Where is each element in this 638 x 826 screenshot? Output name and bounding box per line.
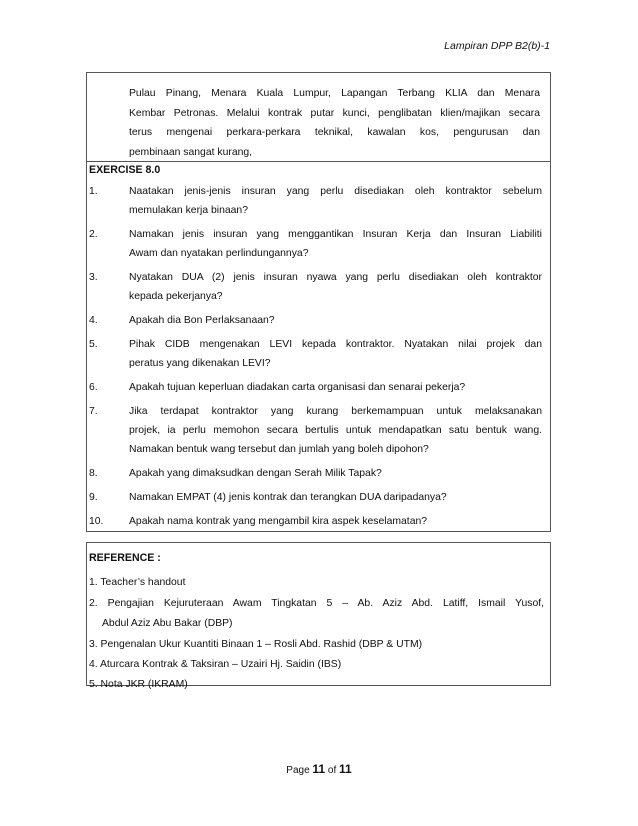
question-line: Nyatakan DUA (2) jenis insuran nyawa yang perlu disediakan oleh kontraktor [129, 272, 542, 283]
question-line: projek, ia perlu memohon secara bertulis untuk mendapatkan satu bentuk wang. [129, 425, 542, 436]
question-line: Namakan bentuk wang tersebut dan jumlah yang boleh dipohon? [129, 444, 429, 455]
divider [87, 161, 550, 162]
question-number: 3. [89, 272, 98, 283]
question-number: 2. [89, 229, 98, 240]
question-number: 8. [89, 468, 98, 479]
page-label: Page [286, 765, 310, 776]
question-number: 6. [89, 382, 98, 393]
reference-item [89, 594, 544, 634]
question-line: Apakah dia Bon Perlaksanaan? [129, 315, 275, 326]
page-footer [0, 762, 638, 776]
reference-line: 1. Teacher’s handout [89, 577, 186, 588]
question-line: Awam dan nyatakan perlindungannya? [129, 248, 309, 259]
question-line: Namakan EMPAT (4) jenis kontrak dan terangkan DUA daripadanya? [129, 492, 447, 503]
page-number: 11 [312, 762, 326, 776]
question-number: 9. [89, 492, 98, 503]
reference-item [89, 635, 544, 655]
page-header: Lampiran DPP B2(b)-1 [444, 40, 550, 52]
question-number: 7. [89, 406, 98, 417]
of-label: of [327, 765, 337, 776]
question-number: 10. [89, 516, 104, 527]
question-line: peratus yang dikenakan LEVI? [129, 358, 271, 369]
reference-item [89, 675, 544, 695]
question-number: 5. [89, 339, 98, 350]
intro-line: Pulau Pinang, Menara Kuala Lumpur, Lapangan Terbang KLIA dan Menara [129, 88, 540, 99]
reference-line: Abdul Aziz Abu Bakar (DBP) [102, 618, 233, 629]
question-line: Apakah tujuan keperluan diadakan carta organisasi dan senarai pekerja? [129, 382, 466, 393]
reference-line: 5. Nota JKR (IKRAM) [89, 679, 188, 690]
intro-line: pembinaan sangat kurang, [129, 146, 253, 158]
intro-line: Kembar Petronas. Melalui kontrak putar kunci, penglibatan klien/majikan secara [129, 107, 540, 119]
intro-line: terus mengenai perkara-perkara teknikal, kawalan kos, pengurusan dan [129, 127, 540, 138]
reference-line: 3. Pengenalan Ukur Kuantiti Binaan 1 – Rosli Abd. Rashid (DBP & UTM) [89, 639, 423, 650]
reference-line: 4. Aturcara Kontrak & Taksiran – Uzairi Hj. Saidin (IBS) [89, 659, 342, 670]
page-total: 11 [339, 762, 352, 776]
question-line: Apakah yang dimaksudkan dengan Serah Milik Tapak? [129, 468, 382, 479]
question-line: Jika terdapat kontraktor yang kurang berkemampuan untuk melaksanakan [129, 406, 542, 417]
exercise-box [86, 72, 551, 532]
reference-line: 2. Pengajian Kejuruteraan Awam Tingkatan 5 – Ab. Aziz Abd. Latiff, Ismail Yusof, [89, 598, 544, 609]
question-number: 1. [89, 186, 98, 197]
question-line: memulakan kerja binaan? [129, 205, 248, 216]
reference-box [86, 542, 551, 690]
intro-paragraph [129, 84, 540, 162]
question-line: Pihak CIDB mengenakan LEVI kepada kontraktor. Nyatakan nilai projek dan [129, 339, 542, 350]
exercise-title: EXERCISE 8.0 [89, 164, 161, 176]
question-line: Namakan jenis insuran yang menggantikan Insuran Kerja dan Insuran Liabiliti [129, 229, 542, 240]
reference-item [89, 655, 544, 675]
reference-item [89, 573, 544, 593]
question-line: Apakah nama kontrak yang mengambil kira aspek keselamatan? [129, 516, 428, 527]
question-number: 4. [89, 315, 98, 326]
question-line: kepada pekerjanya? [129, 291, 223, 302]
question-line: Naatakan jenis-jenis insuran yang perlu disediakan oleh kontraktor sebelum [129, 186, 542, 197]
reference-title: REFERENCE : [89, 552, 161, 564]
